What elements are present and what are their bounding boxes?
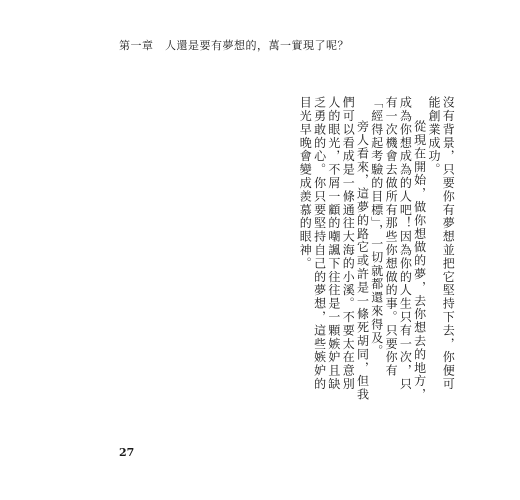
page-number: 27 — [119, 446, 135, 459]
paragraph-2: 從現在開始，做你想做的夢，去你想去的地方，成為你想成為的人吧！因為你的人生只有一次，只有一次機會去做所有那些你想做的事。只要你有「經得起考驗的目標」，一切就都還來得及。 — [369, 96, 427, 402]
running-head: 第一章 人還是要有夢想的，萬一實現了呢？ — [119, 39, 349, 52]
paragraph-1: 沒有背景，只要你有夢想並把它堅持下去，你便可能創業成功。 — [426, 96, 456, 391]
body-text — [298, 96, 455, 402]
paragraph-3: 旁人看來，這夢的路它或許是一條死胡同，但我們可以看成是一條通往大海的小溪。不要太在意別人的眼光，不屑一顧的嘲諷下往往是一顆嫉妒且缺乏勇敢的心。你只要堅持自己的夢想，這些嫉妒的目光早晚會變成羨慕的眼神。 — [298, 96, 370, 402]
